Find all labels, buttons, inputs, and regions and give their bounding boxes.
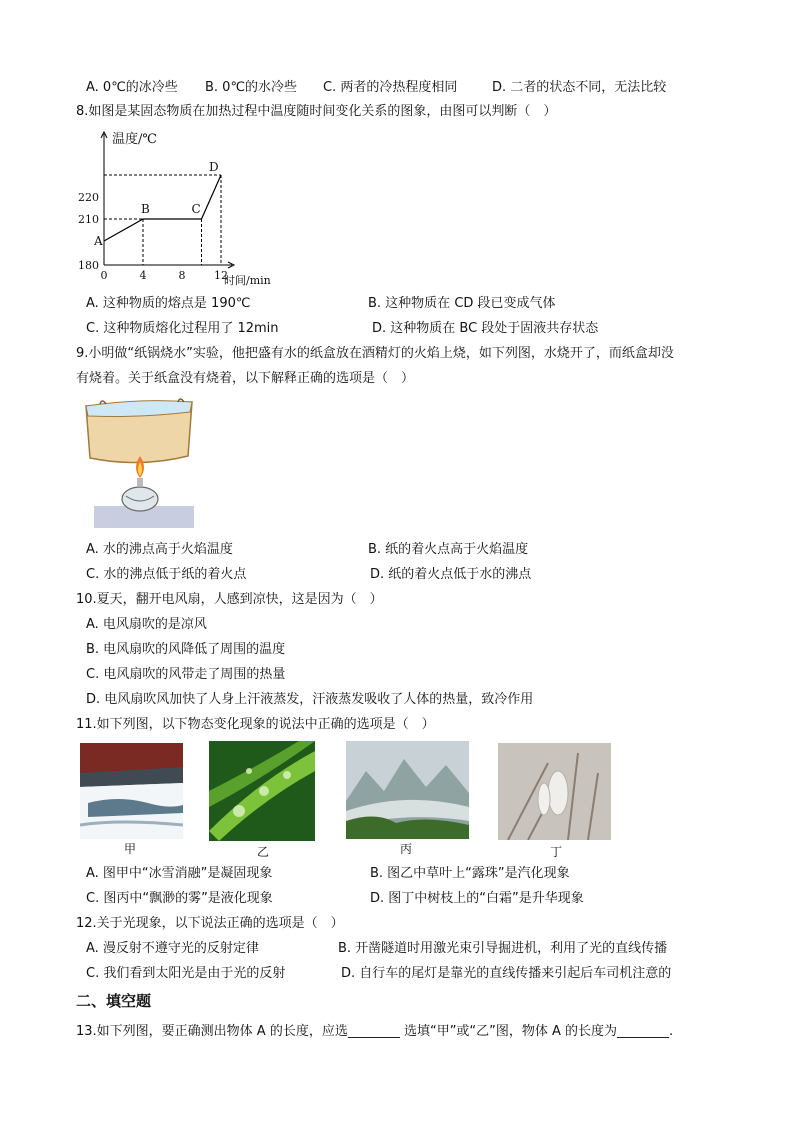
point-label-d: D bbox=[209, 160, 219, 174]
caption-jia: 甲 bbox=[124, 842, 137, 856]
point-label-a: A bbox=[94, 234, 103, 248]
q12-option-a: A. 漫反射不遵守光的反射定律 bbox=[86, 941, 259, 956]
q8-option-c: C. 这种物质熔化过程用了 12min bbox=[86, 321, 279, 336]
y-tick-label-220: 220 bbox=[78, 191, 99, 204]
q11-option-d: D. 图丁中树枝上的“白霜”是升华现象 bbox=[370, 891, 584, 906]
photo-bing-misty-fog bbox=[346, 741, 469, 839]
q7-option-d: D. 二者的状态不同，无法比较 bbox=[492, 80, 667, 95]
caption-ding: 丁 bbox=[550, 845, 563, 859]
q9-stem-line1: 9.小明做“纸锅烧水”实验，他把盛有水的纸盒放在酒精灯的火焰上烧，如下列图，水烧开了，而纸盒却没 bbox=[76, 346, 674, 361]
q8-option-a: A. 这种物质的熔点是 190℃ bbox=[86, 296, 251, 311]
q11-option-a: A. 图甲中“冰雪消融”是凝固现象 bbox=[86, 866, 273, 881]
caption-bing: 丙 bbox=[400, 842, 413, 856]
paper-pot-boiling-figure bbox=[80, 396, 198, 528]
q9-stem-line2: 有烧着。关于纸盒没有烧着，以下解释正确的选项是（ ） bbox=[76, 371, 415, 386]
q9-option-a: A. 水的沸点高于火焰温度 bbox=[86, 542, 233, 557]
q9-option-b: B. 纸的着火点高于火焰温度 bbox=[368, 542, 529, 557]
point-label-c: C bbox=[191, 202, 201, 216]
q10-option-a: A. 电风扇吹的是凉风 bbox=[86, 617, 207, 632]
x-tick-label-12: 12 bbox=[214, 269, 228, 282]
q11-option-c: C. 图丙中“飘渺的雾”是液化现象 bbox=[86, 891, 273, 906]
q9-option-c: C. 水的沸点低于纸的着火点 bbox=[86, 567, 247, 582]
photo-yi-dew-drops bbox=[209, 741, 315, 841]
q10-option-b: B. 电风扇吹的风降低了周围的温度 bbox=[86, 642, 286, 657]
q9-option-d: D. 纸的着火点低于水的沸点 bbox=[370, 567, 532, 582]
q10-stem: 10.夏天，翻开电风扇，人感到凉快，这是因为（ ） bbox=[76, 592, 383, 607]
caption-yi: 乙 bbox=[257, 845, 270, 859]
q7-option-a: A. 0℃的冰冷些 bbox=[86, 80, 178, 95]
x-tick-label-4: 4 bbox=[139, 269, 147, 282]
point-label-b: B bbox=[141, 202, 150, 216]
x-axis-label: 时间/min bbox=[224, 274, 271, 287]
q7-option-c: C. 两者的冷热程度相同 bbox=[323, 80, 458, 95]
q8-stem: 8.如图是某固态物质在加热过程中温度随时间变化关系的图象，由图可以判断（ ） bbox=[76, 104, 557, 119]
q10-option-d: D. 电风扇吹风加快了人身上汗液蒸发，汗液蒸发吸收了人体的热量，致冷作用 bbox=[86, 692, 534, 707]
q12-option-b: B. 开凿隧道时用激光束引导掘进机，利用了光的直线传播 bbox=[338, 941, 668, 956]
photo-jia-ice-melting bbox=[80, 743, 183, 839]
q12-option-c: C. 我们看到太阳光是由于光的反射 bbox=[86, 966, 286, 981]
q12-option-d: D. 自行车的尾灯是靠光的直线传播来引起后车司机注意的 bbox=[341, 966, 672, 981]
photo-ding-white-frost bbox=[498, 743, 611, 840]
q13-stem: 13.如下列图，要正确测出物体 A 的长度，应选________ 选填“甲”或“乙”图，物体 A 的长度为________. bbox=[76, 1024, 674, 1039]
q11-option-b: B. 图乙中草叶上“露珠”是汽化现象 bbox=[370, 866, 570, 881]
q8-option-d: D. 这种物质在 BC 段处于固液共存状态 bbox=[372, 321, 599, 336]
y-axis-label: 温度/℃ bbox=[112, 132, 157, 147]
q7-option-b: B. 0℃的水冷些 bbox=[205, 80, 298, 95]
temperature-time-graph bbox=[76, 126, 306, 291]
q12-stem: 12.关于光现象，以下说法正确的选项是（ ） bbox=[76, 916, 344, 931]
y-tick-label-210: 210 bbox=[78, 213, 99, 226]
q10-option-c: C. 电风扇吹的风带走了周围的热量 bbox=[86, 667, 286, 682]
section-fill-in-title: 二、填空题 bbox=[76, 992, 152, 1010]
series-line bbox=[104, 175, 221, 241]
y-tick-label-180: 180 bbox=[78, 259, 99, 272]
x-tick-label-0: 0 bbox=[100, 269, 108, 282]
x-tick-label-8: 8 bbox=[178, 269, 186, 282]
q8-option-b: B. 这种物质在 CD 段已变成气体 bbox=[368, 296, 556, 311]
q11-stem: 11.如下列图，以下物态变化现象的说法中正确的选项是（ ） bbox=[76, 717, 435, 732]
